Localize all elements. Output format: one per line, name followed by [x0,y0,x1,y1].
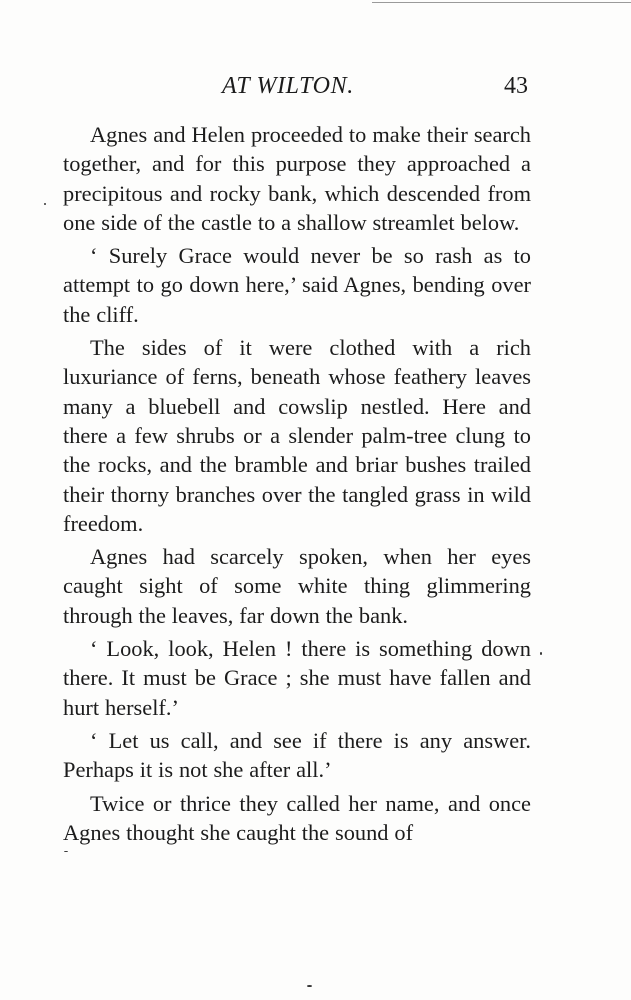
paragraph: ‘ Surely Grace would never be so rash as to attempt to go down here,’ said Agnes, bending over the cliff. [63,243,531,327]
paragraph: Agnes and Helen proceeded to make their search together, and for this purpose they approached a precipitous and rocky bank, which descended from one side of the castle to a shallow streamlet below. [63,122,531,235]
print-speck [44,203,46,205]
print-speck [307,985,312,987]
print-speck [64,851,68,852]
paragraph: Agnes had scarcely spoken, when her eyes caught sight of some white thing glimmering through the leaves, far down the bank. [63,544,531,628]
page-number: 43 [504,73,528,99]
paragraph: ‘ Let us call, and see if there is any answer. Perhaps it is not she after all.’ [63,727,531,783]
paragraph: Twice or thrice they called her name, and once Agnes thought she caught the sound of [63,790,531,845]
paragraph: The sides of it were clothed with a rich luxuriance of ferns, beneath whose feathery leaves many a bluebell and cowslip nestled. Here and there a few shrubs or a slender palm-tree clung to the rocks, and the bramble and briar bushes trailed their thorny branches over the tangled grass in wild freedom. [63,335,531,536]
paragraph: ‘ Look, look, Helen ! there is something down there. It must be Grace ; she must have fallen and hurt herself.’ [63,636,531,720]
body-text [63,120,531,851]
running-title: AT WILTON. [222,73,354,99]
print-speck [540,652,542,655]
page-edge-line [372,2,631,3]
